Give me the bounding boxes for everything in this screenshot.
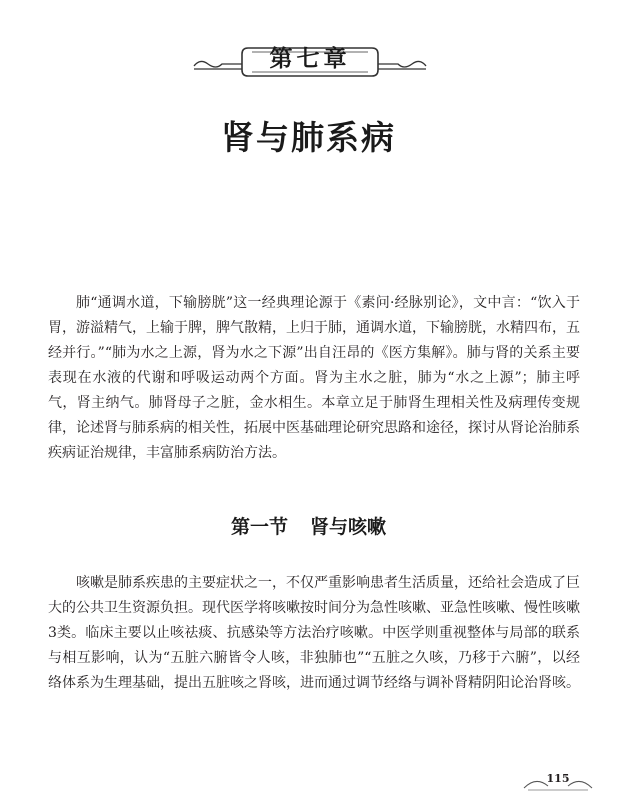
chapter-label: 第七章 xyxy=(269,46,351,72)
section-number: 第一节 xyxy=(230,516,288,538)
page-number-badge xyxy=(522,768,594,794)
chapter-title: 肾与肺系病 xyxy=(221,118,396,157)
section-body-paragraph: 咳嗽是肺系疾患的主要症状之一，不仅严重影响患者生活质量，还给社会造成了巨大的公共卫生资源负担。现代医学将咳嗽按时间分为急性咳嗽、亚急性咳嗽、慢性咳嗽3类。临床主要以止咳祛痰、抗感染等方法治疗咳嗽。中医学则重视整体与局部的联系与相互影响，认为“五脏六腑皆令人咳，非独肺也”“五脏之久咳，乃移于六腑”，以经络体系为生理基础，提出五脏咳之肾咳，进而通过调节经络与调补肾精阴阳论治肾咳。 xyxy=(48,575,580,691)
section-title: 肾与咳嗽 xyxy=(310,516,387,538)
page-number: 115 xyxy=(546,772,570,785)
intro-paragraph: 肺“通调水道，下输膀胱”这一经典理论源于《素问·经脉别论》，文中言：“饮入于胃，游溢精气，上输于脾，脾气散精，上归于肺，通调水道，下输膀胱，水精四布，五经并行。”“肺为水之上源，肾为水之下源”出自汪昂的《医方集解》。肺与肾的关系主要表现在水液的代谢和呼吸运动两个方面。肾为主水之脏，肺为“水之上源”；肺主呼气，肾主纳气。肺肾母子之脏，金水相生。本章立足于肺肾生理相关性及病理传变规律，论述肾与肺系病的相关性，拓展中医基础理论研究思路和途径，探讨从肾论治肺系疾病证治规律，丰富肺系病防治方法。 xyxy=(48,295,580,461)
chapter-banner xyxy=(190,36,430,82)
section-heading xyxy=(0,512,617,539)
